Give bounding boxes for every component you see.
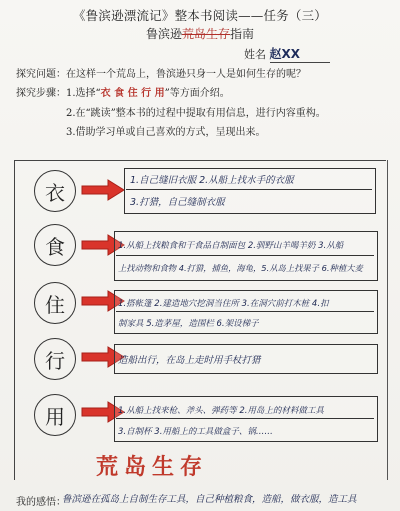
circle-food: 食: [34, 224, 76, 266]
step-2: 2.在“跳读”整本书的过程中提取有用信息，进行内容重构。: [66, 108, 326, 119]
subtitle-prefix: 鲁滨逊: [145, 27, 182, 41]
island-survival-label: 荒岛生存: [96, 455, 209, 480]
food-line-1: 1.从船上找粮食和干食品自制面包 2.驯野山羊喝羊奶 3.从船: [118, 241, 344, 251]
shelter-line-2: 制家具 5.造茅屋，造围栏 6.架设梯子: [118, 319, 259, 329]
travel-line-1: 造船出行，在岛上走时用手杖打猎: [118, 355, 261, 366]
shelter-divider: [116, 311, 374, 312]
question-text: 在这样一个荒岛上，鲁滨逊只身一人是如何生存的呢？: [66, 69, 306, 80]
food-divider: [116, 255, 374, 256]
step1-prefix: 1.选择“: [66, 88, 101, 99]
circle-clothing: 衣: [34, 170, 76, 212]
worksheet-subtitle: [0, 25, 400, 42]
step1-suffix: ”等方面介绍。: [164, 88, 230, 99]
circle-travel: 行: [34, 338, 76, 380]
circle-tools: 用: [34, 394, 76, 436]
step-3: 3.借助学习单或自己喜欢的方式，呈现出来。: [66, 127, 266, 138]
name-label: 姓名: [244, 48, 266, 61]
tools-divider: [116, 418, 374, 419]
question-label: 探究问题：: [16, 69, 66, 80]
subtitle-suffix: 指南: [230, 27, 255, 41]
food-line-2: 上找动物和食物 4.打猎，捕鱼，海龟，5.从岛上找果子 6.种植大麦: [118, 263, 363, 273]
worksheet-title: 《鲁滨逊漂流记》整本书阅读——任务（三）: [72, 8, 327, 23]
shelter-line-1: 1.搭帐篷 2.建造地穴挖洞当住所 3.在洞穴前打木桩 4.扣: [118, 299, 329, 309]
subtitle-handwritten: 荒岛生存: [181, 27, 230, 41]
name-field: [244, 45, 330, 63]
feeling-text: 鲁滨逊在孤岛上自制生存工具，自己种植粮食，造船，做衣服，造工具: [62, 494, 357, 505]
tools-line-2: 3.自制杯 3.用船上的工具做盒子、锅……: [118, 427, 273, 437]
tools-line-1: 1.从船上找来枪、斧头、弹药等 2.用岛上的材料做工具: [118, 406, 324, 416]
clothing-line-1: 1.自己缝旧衣服 2.从船上找水手的衣服: [130, 175, 294, 186]
feeling-label: 我的感悟：: [16, 497, 66, 508]
circle-shelter: 住: [34, 282, 76, 324]
name-value: 赵XX: [270, 45, 330, 63]
step-1: [66, 84, 230, 99]
clothing-line-2: 3.打猎，自己缝制衣服: [130, 197, 225, 208]
clothing-divider: [126, 189, 372, 190]
arrow-right-icon: [80, 178, 126, 202]
steps-label: 探究步骤：: [16, 88, 66, 99]
step1-handwritten: 衣 食 住 行 用: [100, 88, 165, 99]
inquiry-question: [16, 65, 306, 80]
